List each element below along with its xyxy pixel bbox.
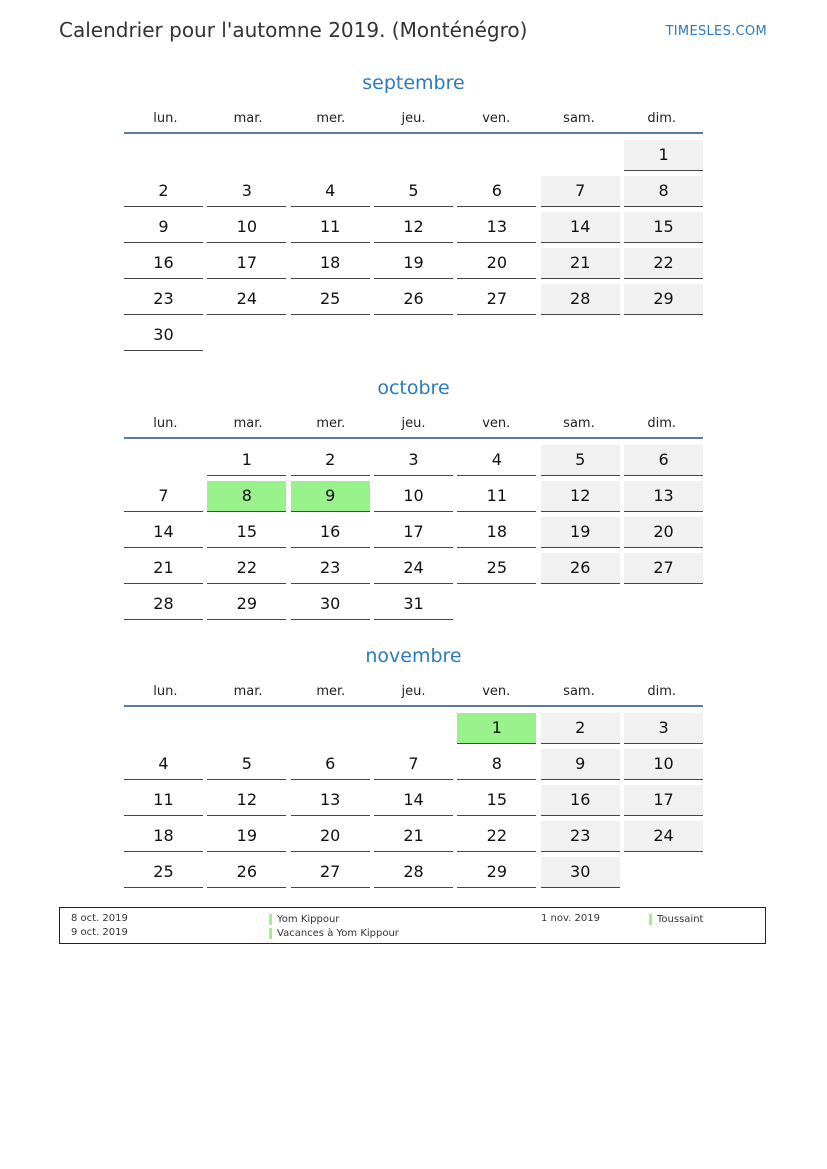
day-cell[interactable]: 7 xyxy=(374,749,453,780)
day-cell[interactable]: 30 xyxy=(124,320,203,351)
weekday-label: lun. xyxy=(153,415,178,431)
day-cell[interactable]: 22 xyxy=(207,553,286,584)
day-cell[interactable]: 8 xyxy=(624,176,703,207)
week-row xyxy=(124,248,703,284)
legend-holiday-name: Yom Kippour xyxy=(269,914,339,925)
day-cell[interactable]: 13 xyxy=(291,785,370,816)
empty-cell xyxy=(374,320,453,350)
day-cell[interactable]: 3 xyxy=(374,445,453,476)
legend-date: 8 oct. 2019 xyxy=(71,913,128,924)
brand-link[interactable]: TIMESLES.COM xyxy=(665,24,767,39)
week-row xyxy=(124,785,703,821)
weekday-label: dim. xyxy=(647,415,676,431)
day-cell[interactable]: 25 xyxy=(124,857,203,888)
day-cell[interactable]: 25 xyxy=(457,553,536,584)
weekday-header xyxy=(124,104,703,134)
weekday-label: sam. xyxy=(563,110,595,126)
day-cell[interactable]: 16 xyxy=(291,517,370,548)
empty-cell xyxy=(124,713,203,743)
empty-cell xyxy=(624,857,703,887)
weekday-label: mar. xyxy=(233,110,263,126)
empty-cell xyxy=(207,713,286,743)
day-cell[interactable]: 12 xyxy=(207,785,286,816)
day-cell[interactable]: 31 xyxy=(374,589,453,620)
day-cell[interactable]: 14 xyxy=(374,785,453,816)
week-row xyxy=(124,212,703,248)
week-row xyxy=(124,517,703,553)
day-cell[interactable]: 5 xyxy=(374,176,453,207)
day-cell[interactable]: 7 xyxy=(124,481,203,512)
day-cell[interactable]: 3 xyxy=(624,713,703,744)
page-title: Calendrier pour l'automne 2019. (Monténégro) xyxy=(59,18,528,42)
day-cell[interactable]: 21 xyxy=(374,821,453,852)
day-cell[interactable]: 8 xyxy=(457,749,536,780)
weekday-label: lun. xyxy=(153,110,178,126)
day-cell[interactable]: 18 xyxy=(457,517,536,548)
month-title: septembre xyxy=(362,72,465,94)
day-cell[interactable]: 19 xyxy=(541,517,620,548)
day-cell[interactable]: 12 xyxy=(541,481,620,512)
day-cell[interactable]: 19 xyxy=(207,821,286,852)
week-row xyxy=(124,553,703,589)
legend-holiday-name: Toussaint xyxy=(649,914,703,925)
month-calendar-novembre xyxy=(124,641,703,893)
empty-cell xyxy=(541,589,620,619)
day-cell[interactable]: 14 xyxy=(541,212,620,243)
month-calendar-septembre xyxy=(124,68,703,356)
day-cell[interactable]: 28 xyxy=(124,589,203,620)
day-cell[interactable]: 13 xyxy=(624,481,703,512)
day-cell[interactable]: 21 xyxy=(541,248,620,279)
weekday-label: mer. xyxy=(316,110,346,126)
empty-cell xyxy=(207,140,286,170)
empty-cell xyxy=(541,140,620,170)
day-cell[interactable]: 28 xyxy=(541,284,620,315)
day-cell[interactable]: 30 xyxy=(541,857,620,888)
weekday-label: mar. xyxy=(233,415,263,431)
legend-date: 9 oct. 2019 xyxy=(71,927,128,938)
day-cell[interactable]: 23 xyxy=(541,821,620,852)
empty-cell xyxy=(207,320,286,350)
day-cell[interactable]: 23 xyxy=(291,553,370,584)
empty-cell xyxy=(374,140,453,170)
day-cell[interactable]: 29 xyxy=(457,857,536,888)
day-cell[interactable]: 4 xyxy=(291,176,370,207)
day-cell[interactable]: 22 xyxy=(624,248,703,279)
week-row xyxy=(124,176,703,212)
weekday-label: ven. xyxy=(482,110,511,126)
weekday-label: mer. xyxy=(316,415,346,431)
day-cell[interactable]: 10 xyxy=(207,212,286,243)
legend-date: 1 nov. 2019 xyxy=(541,913,600,924)
day-cell[interactable]: 1 xyxy=(624,140,703,171)
empty-cell xyxy=(541,320,620,350)
week-row xyxy=(124,857,703,893)
day-cell[interactable]: 4 xyxy=(457,445,536,476)
day-cell[interactable]: 24 xyxy=(207,284,286,315)
weekday-label: ven. xyxy=(482,415,511,431)
week-row xyxy=(124,320,703,356)
weekday-label: dim. xyxy=(647,110,676,126)
holiday-day-cell[interactable]: 8 xyxy=(207,481,286,512)
day-cell[interactable]: 17 xyxy=(374,517,453,548)
day-cell[interactable]: 6 xyxy=(624,445,703,476)
weekday-label: ven. xyxy=(482,683,511,699)
day-cell[interactable]: 13 xyxy=(457,212,536,243)
week-row xyxy=(124,821,703,857)
week-row xyxy=(124,445,703,481)
day-cell[interactable]: 26 xyxy=(374,284,453,315)
holiday-day-cell[interactable]: 9 xyxy=(291,481,370,512)
weekday-label: sam. xyxy=(563,415,595,431)
weekday-header xyxy=(124,409,703,439)
empty-cell xyxy=(291,140,370,170)
day-cell[interactable]: 5 xyxy=(207,749,286,780)
legend-holiday-name: Vacances à Yom Kippour xyxy=(269,928,399,939)
day-cell[interactable]: 23 xyxy=(124,284,203,315)
empty-cell xyxy=(624,320,703,350)
day-cell[interactable]: 22 xyxy=(457,821,536,852)
day-cell[interactable]: 20 xyxy=(624,517,703,548)
week-row xyxy=(124,713,703,749)
day-cell[interactable]: 17 xyxy=(624,785,703,816)
day-cell[interactable]: 21 xyxy=(124,553,203,584)
empty-cell xyxy=(457,320,536,350)
day-cell[interactable]: 29 xyxy=(207,589,286,620)
weekday-label: dim. xyxy=(647,683,676,699)
day-cell[interactable]: 10 xyxy=(374,481,453,512)
day-cell[interactable]: 16 xyxy=(541,785,620,816)
day-cell[interactable]: 11 xyxy=(124,785,203,816)
weekday-label: mar. xyxy=(233,683,263,699)
day-cell[interactable]: 27 xyxy=(291,857,370,888)
day-cell[interactable]: 20 xyxy=(291,821,370,852)
day-cell[interactable]: 2 xyxy=(291,445,370,476)
weekday-label: sam. xyxy=(563,683,595,699)
month-title: novembre xyxy=(365,645,462,667)
day-cell[interactable]: 7 xyxy=(541,176,620,207)
week-row xyxy=(124,284,703,320)
weekday-header xyxy=(124,677,703,707)
day-cell[interactable]: 24 xyxy=(374,553,453,584)
empty-cell xyxy=(457,589,536,619)
month-calendar-octobre xyxy=(124,373,703,625)
week-row xyxy=(124,749,703,785)
day-cell[interactable]: 10 xyxy=(624,749,703,780)
day-cell[interactable]: 29 xyxy=(624,284,703,315)
empty-cell xyxy=(291,713,370,743)
day-cell[interactable]: 15 xyxy=(624,212,703,243)
day-cell[interactable]: 6 xyxy=(291,749,370,780)
weekday-label: mer. xyxy=(316,683,346,699)
day-cell[interactable]: 27 xyxy=(624,553,703,584)
day-cell[interactable]: 4 xyxy=(124,749,203,780)
day-cell[interactable]: 15 xyxy=(207,517,286,548)
day-cell[interactable]: 9 xyxy=(124,212,203,243)
day-cell[interactable]: 28 xyxy=(374,857,453,888)
weekday-label: jeu. xyxy=(401,110,426,126)
day-cell[interactable]: 20 xyxy=(457,248,536,279)
day-cell[interactable]: 12 xyxy=(374,212,453,243)
week-row xyxy=(124,481,703,517)
day-cell[interactable]: 30 xyxy=(291,589,370,620)
day-cell[interactable]: 26 xyxy=(207,857,286,888)
day-cell[interactable]: 14 xyxy=(124,517,203,548)
day-cell[interactable]: 18 xyxy=(291,248,370,279)
empty-cell xyxy=(457,140,536,170)
day-cell[interactable]: 5 xyxy=(541,445,620,476)
day-cell[interactable]: 6 xyxy=(457,176,536,207)
day-cell[interactable]: 11 xyxy=(457,481,536,512)
holiday-day-cell[interactable]: 1 xyxy=(457,713,536,744)
empty-cell xyxy=(374,713,453,743)
month-title: octobre xyxy=(377,377,450,399)
day-cell[interactable]: 15 xyxy=(457,785,536,816)
day-cell[interactable]: 2 xyxy=(124,176,203,207)
holiday-legend xyxy=(59,907,766,944)
day-cell[interactable]: 24 xyxy=(624,821,703,852)
day-cell[interactable]: 19 xyxy=(374,248,453,279)
weekday-label: jeu. xyxy=(401,415,426,431)
day-cell[interactable]: 9 xyxy=(541,749,620,780)
weekday-label: lun. xyxy=(153,683,178,699)
day-cell[interactable]: 3 xyxy=(207,176,286,207)
day-cell[interactable]: 1 xyxy=(207,445,286,476)
week-row xyxy=(124,140,703,176)
day-cell[interactable]: 11 xyxy=(291,212,370,243)
day-cell[interactable]: 17 xyxy=(207,248,286,279)
weekday-label: jeu. xyxy=(401,683,426,699)
empty-cell xyxy=(124,445,203,475)
day-cell[interactable]: 26 xyxy=(541,553,620,584)
empty-cell xyxy=(291,320,370,350)
day-cell[interactable]: 16 xyxy=(124,248,203,279)
empty-cell xyxy=(124,140,203,170)
day-cell[interactable]: 27 xyxy=(457,284,536,315)
week-row xyxy=(124,589,703,625)
day-cell[interactable]: 2 xyxy=(541,713,620,744)
empty-cell xyxy=(624,589,703,619)
day-cell[interactable]: 25 xyxy=(291,284,370,315)
day-cell[interactable]: 18 xyxy=(124,821,203,852)
